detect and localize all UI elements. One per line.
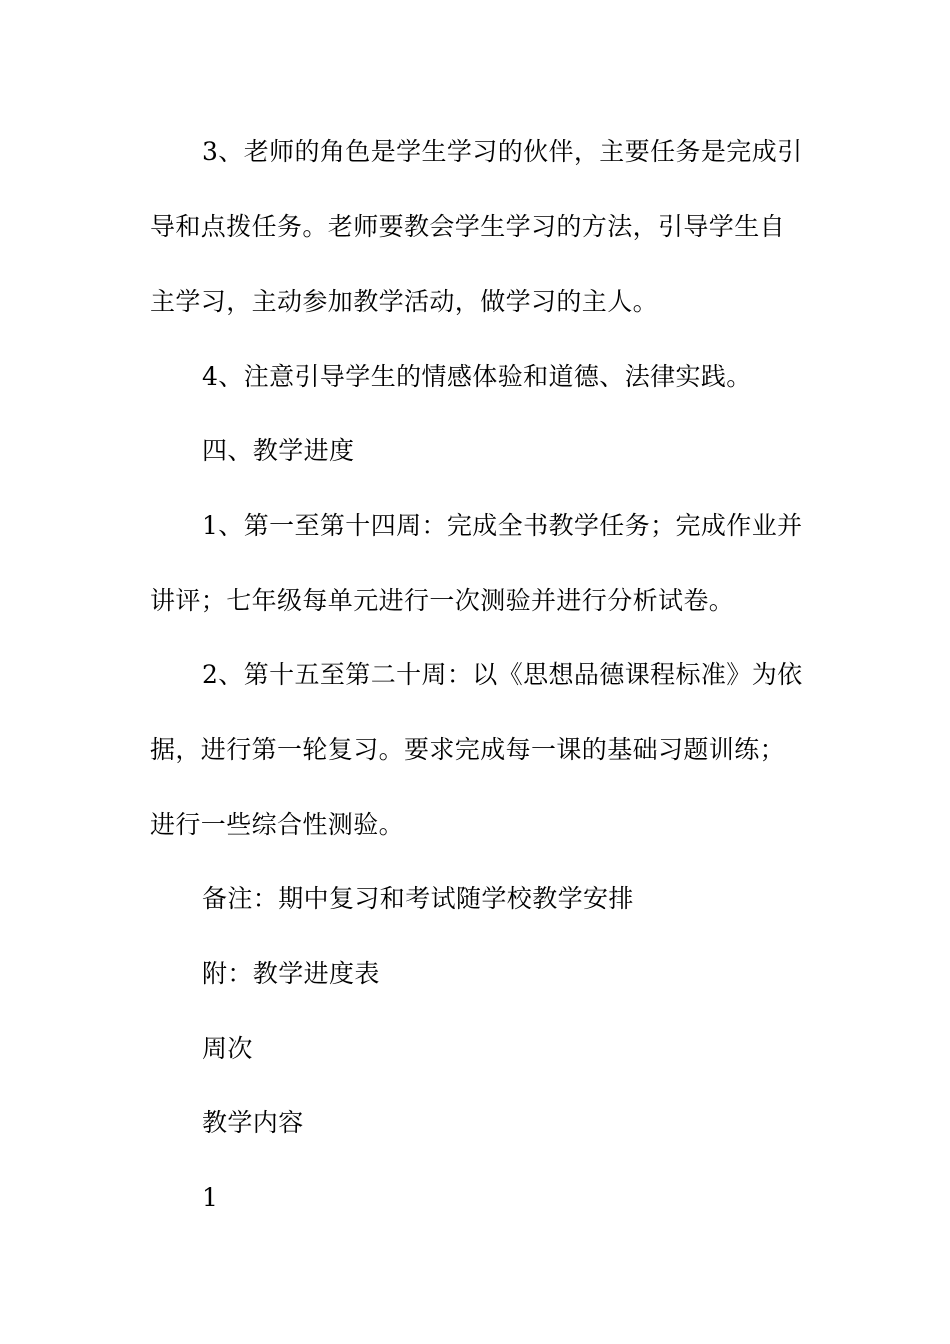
schedule-item-1-line-1: 1、第一至第十四周：完成全书教学任务；完成作业并 <box>202 511 803 540</box>
appendix-title: 附：教学进度表 <box>202 959 380 988</box>
paragraph-3-line-3: 主学习，主动参加教学活动，做学习的主人。 <box>150 287 659 316</box>
paragraph-3-line-1: 3、老师的角色是学生学习的伙伴，主要任务是完成引 <box>202 137 803 166</box>
table-header-content: 教学内容 <box>202 1108 304 1137</box>
table-header-week: 周次 <box>202 1034 253 1063</box>
schedule-item-2-line-3: 进行一些综合性测验。 <box>150 810 405 839</box>
paragraph-4: 4、注意引导学生的情感体验和道德、法律实践。 <box>202 362 752 391</box>
table-cell-week-1: 1 <box>202 1183 219 1212</box>
schedule-item-2-line-2: 据，进行第一轮复习。要求完成每一课的基础习题训练； <box>150 735 786 764</box>
note-line: 备注：期中复习和考试随学校教学安排 <box>202 884 634 913</box>
paragraph-3-line-2: 导和点拨任务。老师要教会学生学习的方法，引导学生自 <box>150 212 786 241</box>
section-heading-teaching-schedule: 四、教学进度 <box>202 436 355 465</box>
schedule-item-1-line-2: 讲评；七年级每单元进行一次测验并进行分析试卷。 <box>150 586 735 615</box>
schedule-item-2-line-1: 2、第十五至第二十周：以《思想品德课程标准》为依 <box>202 660 803 689</box>
